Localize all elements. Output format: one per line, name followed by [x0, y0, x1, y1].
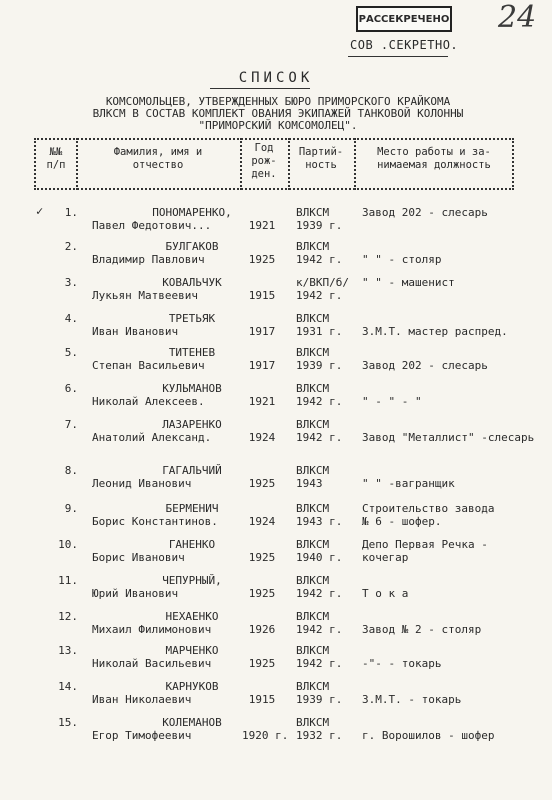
birth-year: 1915: [248, 693, 276, 706]
row-number: 1.: [64, 206, 78, 219]
workplace: Строительство завода: [362, 502, 495, 515]
table-row: [0, 716, 552, 752]
declassified-stamp: РАССЕКРЕЧЕНО: [356, 6, 452, 32]
party-year: 1939 г.: [296, 219, 343, 232]
column-header-name: Фамилия, имя и отчество: [113, 146, 203, 171]
birth-year: 1917: [248, 359, 276, 372]
row-number: 5.: [64, 346, 78, 359]
document-subtitle: [78, 96, 478, 132]
party-membership: к/ВКП/б/: [296, 276, 349, 289]
party-year: 1942 г.: [296, 395, 343, 408]
birth-year: 1925: [248, 587, 276, 600]
row-number: 6.: [64, 382, 78, 395]
party-membership: ВЛКСМ: [296, 464, 330, 477]
party-year: 1943: [296, 477, 323, 490]
position: -"- - токарь: [362, 657, 442, 670]
party-year: 1942 г.: [296, 431, 343, 444]
given-names: Борис Иванович: [92, 551, 185, 564]
table-row: [0, 502, 552, 538]
party-membership: ВЛКСМ: [296, 418, 330, 431]
party-membership: ВЛКСМ: [296, 382, 330, 395]
table-header-top-rule: [34, 138, 514, 140]
surname: МАРЧЕНКО: [165, 644, 219, 657]
title-underline: [210, 88, 310, 89]
birth-year: 1924: [248, 515, 276, 528]
party-year: 1931 г.: [296, 325, 343, 338]
birth-year: 1921: [248, 219, 276, 232]
birth-year: 1917: [248, 325, 276, 338]
surname: НЕХАЕНКО: [165, 610, 219, 623]
surname: ЧЕПУРНЫЙ,: [162, 574, 222, 587]
party-membership: ВЛКСМ: [296, 240, 330, 253]
given-names: Михаил Филимонович: [92, 623, 212, 636]
party-membership: ВЛКСМ: [296, 312, 330, 325]
party-membership: ВЛКСМ: [296, 610, 330, 623]
table-row: [0, 574, 552, 610]
given-names: Иван Иванович: [92, 325, 179, 338]
party-membership: ВЛКСМ: [296, 502, 330, 515]
row-number: 12.: [58, 610, 78, 623]
party-year: 1943 г.: [296, 515, 343, 528]
surname: ЛАЗАРЕНКО: [162, 418, 222, 431]
party-membership: ВЛКСМ: [296, 716, 330, 729]
position: Завод 202 - слесарь: [362, 359, 488, 372]
given-names: Степан Васильевич: [92, 359, 205, 372]
classification-label: СОВ .СЕКРЕТНО.: [350, 38, 459, 52]
surname: БУЛГАКОВ: [165, 240, 219, 253]
table-row: [0, 206, 552, 242]
surname: ТРЕТЬЯК: [168, 312, 216, 325]
given-names: Борис Константинов.: [92, 515, 218, 528]
party-year: 1932 г.: [296, 729, 343, 742]
birth-year: 1925: [248, 657, 276, 670]
row-number: 4.: [64, 312, 78, 325]
party-year: 1939 г.: [296, 359, 343, 372]
given-names: Юрий Иванович: [92, 587, 179, 600]
row-number: 7.: [64, 418, 78, 431]
position: Т о к а: [362, 587, 409, 600]
column-header-birth-year: Год рож- ден.: [251, 142, 277, 180]
birth-year: 1924: [248, 431, 276, 444]
row-number: 3.: [64, 276, 78, 289]
surname: КОЛЕМАНОВ: [162, 716, 222, 729]
table-header-bottom-rule: [34, 188, 514, 190]
table-row: [0, 240, 552, 276]
position: З.М.Т. мастер распред.: [362, 325, 508, 338]
surname: ТИТЕНЕВ: [168, 346, 216, 359]
party-year: 1942 г.: [296, 289, 343, 302]
party-membership: ВЛКСМ: [296, 644, 330, 657]
birth-year: 1925: [248, 551, 276, 564]
given-names: Егор Тимофеевич: [92, 729, 192, 742]
birth-year: 1925: [248, 253, 276, 266]
workplace: Завод 202 - слесарь: [362, 206, 488, 219]
party-membership: ВЛКСМ: [296, 346, 330, 359]
classification-underline: [348, 56, 448, 57]
table-row: [0, 418, 552, 454]
given-names: Павел Федотович...: [92, 219, 212, 232]
given-names: Николай Алексеев.: [92, 395, 205, 408]
party-membership: ВЛКСМ: [296, 206, 330, 219]
surname: БЕРМЕНИЧ: [165, 502, 219, 515]
workplace: Депо Первая Речка -: [362, 538, 488, 551]
position: Завод № 2 - столяр: [362, 623, 482, 636]
table-row: [0, 680, 552, 716]
workplace: " " - машенист: [362, 276, 455, 289]
table-row: [0, 312, 552, 348]
position: кочегар: [362, 551, 409, 564]
birth-year: 1926: [248, 623, 276, 636]
surname: КОВАЛЬЧУК: [162, 276, 222, 289]
surname: ГАНЕНКО: [168, 538, 216, 551]
row-number: 13.: [58, 644, 78, 657]
given-names: Иван Николаевич: [92, 693, 192, 706]
party-year: 1940 г.: [296, 551, 343, 564]
subtitle-line: "ПРИМОРСКИЙ КОМСОМОЛЕЦ".: [198, 119, 358, 132]
party-year: 1942 г.: [296, 657, 343, 670]
position: " " -вагранщик: [362, 477, 455, 490]
table-row: [0, 346, 552, 382]
party-year: 1942 г.: [296, 587, 343, 600]
row-number: 2.: [64, 240, 78, 253]
row-number: 15.: [58, 716, 78, 729]
surname: ГАГАЛЬЧИЙ: [162, 464, 222, 477]
table-row: [0, 644, 552, 680]
birth-year: 1920 г.: [242, 729, 289, 742]
check-mark: ✓: [36, 204, 44, 218]
birth-year: 1915: [248, 289, 276, 302]
birth-year: 1925: [248, 477, 276, 490]
column-header-number: №№ п/п: [46, 146, 66, 171]
row-number: 14.: [58, 680, 78, 693]
party-membership: ВЛКСМ: [296, 538, 330, 551]
position: З.М.Т. - токарь: [362, 693, 462, 706]
position: г. Ворошилов - шофер: [362, 729, 495, 742]
position: Завод "Металлист" -слесарь: [362, 431, 535, 444]
table-row: [0, 464, 552, 500]
row-number: 11.: [58, 574, 78, 587]
document-title: СПИСОК: [238, 70, 314, 86]
party-membership: ВЛКСМ: [296, 574, 330, 587]
position: " - " - ": [362, 395, 422, 408]
given-names: Лукьян Матвеевич: [92, 289, 198, 302]
given-names: Леонид Иванович: [92, 477, 192, 490]
party-year: 1942 г.: [296, 253, 343, 266]
table-row: [0, 538, 552, 574]
given-names: Анатолий Александ.: [92, 431, 212, 444]
page-number: 24: [498, 0, 537, 35]
party-membership: ВЛКСМ: [296, 680, 330, 693]
party-year: 1942 г.: [296, 623, 343, 636]
column-header-party: Партий- ность: [298, 146, 344, 171]
subtitle-line: КОМСОМОЛЬЦЕВ, УТВЕРЖДЕННЫХ БЮРО ПРИМОРСКОГО КРАЙКОМА: [105, 95, 451, 108]
surname: КАРНУКОВ: [165, 680, 219, 693]
subtitle-line: ВЛКСМ В СОСТАВ КОМПЛЕКТ ОВАНИЯ ЭКИПАЖЕЙ ТАНКОВОЙ КОЛОННЫ: [92, 107, 464, 120]
column-header-workplace: Место работы и за- нимаемая должность: [377, 146, 491, 171]
row-number: 8.: [64, 464, 78, 477]
table-row: [0, 610, 552, 646]
table-row: [0, 382, 552, 418]
surname: ПОНОМАРЕНКО,: [152, 206, 232, 219]
position: № 6 - шофер.: [362, 515, 442, 528]
given-names: Владимир Павлович: [92, 253, 205, 266]
party-year: 1939 г.: [296, 693, 343, 706]
column-divider: [512, 138, 514, 190]
row-number: 10.: [58, 538, 78, 551]
table-row: [0, 276, 552, 312]
given-names: Николай Васильевич: [92, 657, 212, 670]
birth-year: 1921: [248, 395, 276, 408]
row-number: 9.: [64, 502, 78, 515]
position: " " - столяр: [362, 253, 442, 266]
surname: КУЛЬМАНОВ: [162, 382, 222, 395]
